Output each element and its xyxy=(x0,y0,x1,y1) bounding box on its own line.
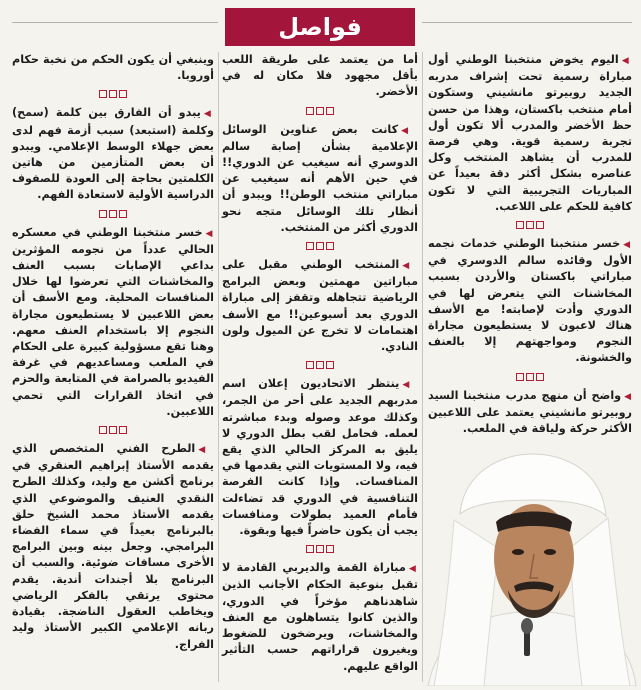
header-rule-left xyxy=(12,22,218,23)
bullet-triangle-icon: ◀ xyxy=(402,380,418,391)
separator-squares xyxy=(12,426,214,434)
separator-squares xyxy=(222,361,418,369)
paragraph: ◀خسر منتخبنا الوطني في معسكره الحالي عدداً من نجومه المؤثرين بداعي الإصابات بسبب العنف والمخاشنات التي تعرضوا لها خلال المنافسات المحلية. ومع الأسف أن بعض اللاعبين لا يستطيعون مجاراة النجوم إلا باستخدام العنف معهم. وهنا تقع مسؤولية كبيرة على الحكام في الملعب ومساعديهم في غرفة الفيديو بالصرامة في المتابعة والحزم في اتخاذ القرارات التي تحمي اللاعبين. xyxy=(12,225,214,418)
paragraph: ◀مباراة القمة والديربي القادمة لا تقبل بنوعية الحكام الأجانب الذين شاهدناهم مؤخراً في الدوري، والذين كانوا يتساهلون مع العنف والمخاشنات، ويرضخون للضغوط ويغيرون قراراتهم حسب التأثير الواقع عليهم. xyxy=(222,561,419,673)
column-left xyxy=(12,52,214,659)
separator-squares xyxy=(428,221,632,229)
header-rule-right xyxy=(422,22,632,23)
bullet-triangle-icon: ◀ xyxy=(624,391,632,402)
section-title-bar xyxy=(225,8,415,46)
paragraph: ◀كانت بعض عناوين الوسائل الإعلامية بشأن إصابة سالم الدوسري أنه سيغيب عن الدوري!! في حين الأهم أنه سيغيب عن مباراتي منتخب الوطن!! ويبدو أن أنظار تلك الوسائل متجه نحو الدوري أكثر من المنتخب. xyxy=(222,122,418,234)
columnist-portrait xyxy=(424,440,638,686)
paragraph: ◀المنتخب الوطني مقبل على مباراتين مهمتين وبعض البرامج الرياضية تتجاهله وتقفز إلى مباراة الدوري بعد أسبوعين!! مع الأسف اهتمامات لا تخرج عن الميول ولون النادي. xyxy=(222,258,419,354)
bullet-triangle-icon: ◀ xyxy=(203,109,214,120)
section-title: فواصل xyxy=(278,13,362,41)
paragraph: ◀اليوم يخوض منتخبنا الوطني أول مباراة رسمية تحت إشراف مدربه الجديد روبيرتو مانشيني وستكون أمام منتخب باكستان، وهذا من حسن حظ الأخضر والمدرب ألا تكون أول تجربة رسمية قوية. وهي فرصة للمدرب أن يشاهد المنتخب وكل عناصره بشكل أكثر دقة بعيداً عن المباريات التجريبية التي لا تكون كافية للحكم على اللاعب. xyxy=(428,53,632,213)
separator-squares xyxy=(12,90,214,98)
column-right xyxy=(428,52,632,443)
paragraph: أما من يعتمد على طريقة اللعب بأقل مجهود فلا مكان له في الأخضر. xyxy=(222,53,418,99)
column-separator xyxy=(422,52,423,682)
paragraph: وينبغي أن يكون الحكم من نخبة حكام أوروبا. xyxy=(12,53,214,83)
bullet-triangle-icon: ◀ xyxy=(198,445,214,456)
bullet-triangle-icon: ◀ xyxy=(408,564,419,575)
column-middle xyxy=(222,52,418,681)
separator-squares xyxy=(222,242,418,250)
bullet-triangle-icon: ◀ xyxy=(623,240,633,251)
paragraph: ◀ينتظر الاتحاديون إعلان اسم مدربهم الجديد على أحر من الجمر، وكذلك موعد وصوله وبدء مباشرته لعمله. فحامل لقب بطل الدوري لا يليق به المركز الحالي الذي يقع فيه، ولا المستويات التي يقدمها في المنافسات. وإذا كانت الفرصة التنافسية في الدوري قد تضاءلت فأمام العميد بطولات ومنافسات يجب أن يكون حاضراً فيها وبقوة. xyxy=(222,377,418,538)
bullet-triangle-icon: ◀ xyxy=(401,125,418,136)
bullet-triangle-icon: ◀ xyxy=(621,56,632,66)
bullet-triangle-icon: ◀ xyxy=(402,261,419,272)
separator-squares xyxy=(12,210,214,218)
separator-squares xyxy=(428,373,632,381)
separator-squares xyxy=(222,107,418,115)
paragraph: ◀الطرح الفني المتخصص الذي يقدمه الأستاذ إبراهيم العنقري في برنامج أكشن مع وليد، وكذلك الطرح النقدي العنيف والموضوعي الذي يقدمه الأستاذ محمد الشيخ حلق بالبرنامج بعيداً في سماء الفضاء البرامجي. وجعل بينه وبين البرامج الأخرى مسافات ضوئية. والسبب أن البرنامج بلا أجندات أندية. يقدم محتوى يرتقي بالفكر الرياضي ويخاطب العقول الناضجة. بقيادة ربانه الإعلامي الكبير الأستاذ وليد الفراج. xyxy=(12,442,214,651)
paragraph: ◀يبدو أن الفارق بين كلمة (سمح) وكلمة (استبعد) سبب أزمة فهم لدى بعض جهلاء الوسط الإعلامي. ويبدو أن بعض المتأزمين من هاتين الكلمتين بحاجة إلى العودة للصفوف الدراسية الأولية لاستعادة الفهم. xyxy=(12,106,214,202)
paragraph: ◀واضح أن منهج مدرب منتخبنا السيد روبيرتو مانشيني يعتمد على اللاعبين الأكثر حركة ولياقة في الملعب. xyxy=(428,388,632,436)
bullet-triangle-icon: ◀ xyxy=(205,228,214,239)
separator-squares xyxy=(222,545,418,553)
paragraph: ◀خسر منتخبنا الوطني خدمات نجمه الأول وقائده سالم الدوسري في مباراتي باكستان والأردن بسبب المخاشنات التي يتعرض لها في الدوري وأدت لإصابته! مع الأسف هناك لاعبون لا يستطيعون مجاراة النجوم ومواجهتهم إلا بالعنف والخشونة. xyxy=(428,237,633,365)
column-separator xyxy=(218,52,219,682)
